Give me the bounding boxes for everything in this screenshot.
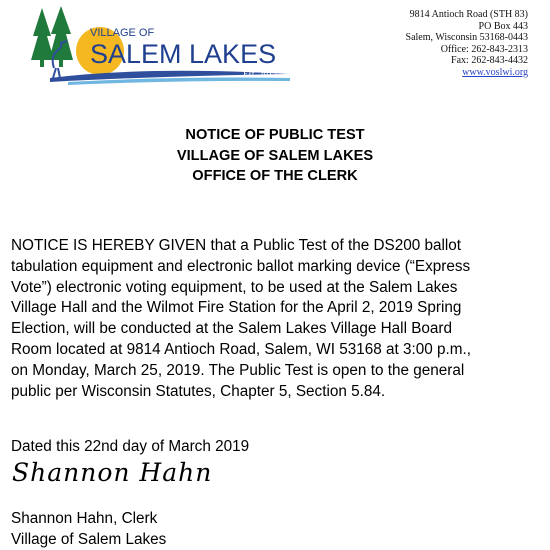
address-city: Salem, Wisconsin 53168-0443 <box>405 32 528 44</box>
signer-org: Village of Salem Lakes <box>11 531 167 548</box>
fax-number: Fax: 262-843-4432 <box>451 55 528 67</box>
handwritten-signature: Shannon Hahn <box>12 458 213 487</box>
contact-block <box>406 9 528 79</box>
notice-heading <box>0 125 550 187</box>
body-line: tabulation equipment and electronic ballot marking device (“Express <box>11 257 471 275</box>
body-line: public per Wisconsin Statutes, Chapter 5, Section 5.84. <box>11 382 386 400</box>
body-line: Vote”) electronic voting equipment, to be used at the Salem Lakes <box>11 278 458 296</box>
body-line: NOTICE IS HEREBY GIVEN that a Public Test of the DS200 ballot <box>11 237 462 254</box>
village-logo <box>28 6 303 86</box>
office-phone: Office: 262-843-2313 <box>440 43 528 55</box>
heading-line-1: NOTICE OF PUBLIC TEST <box>185 127 365 143</box>
address-street: 9814 Antioch Road (STH 83) <box>409 9 528 20</box>
body-line: Election, will be conducted at the Salem Lakes Village Hall Board <box>11 320 453 338</box>
heading-line-3: OFFICE OF THE CLERK <box>192 168 358 184</box>
heading-line-2: VILLAGE OF SALEM LAKES <box>176 147 374 164</box>
dated-line: Dated this 22nd day of March 2019 <box>11 438 250 455</box>
signer-block <box>11 508 166 550</box>
body-line: on Monday, March 25, 2019. The Public Test is open to the general <box>11 361 465 379</box>
notice-body <box>11 236 541 402</box>
address-po-box: PO Box 443 <box>478 20 528 32</box>
website-link[interactable]: www.voslwi.org <box>462 66 528 78</box>
logo-village-of: VILLAGE OF <box>90 27 155 39</box>
signer-name: Shannon Hahn, Clerk <box>11 510 158 527</box>
body-line: Village Hall and the Wilmot Fire Station for the April 2, 2019 Spring <box>11 299 462 317</box>
body-line: Room located at 9814 Antioch Road, Salem, WI 53168 at 3:00 p.m., <box>11 340 472 358</box>
logo-salem-lakes: SALEM LAKES <box>90 39 277 69</box>
logo-est: Est. 2017 <box>242 69 278 79</box>
